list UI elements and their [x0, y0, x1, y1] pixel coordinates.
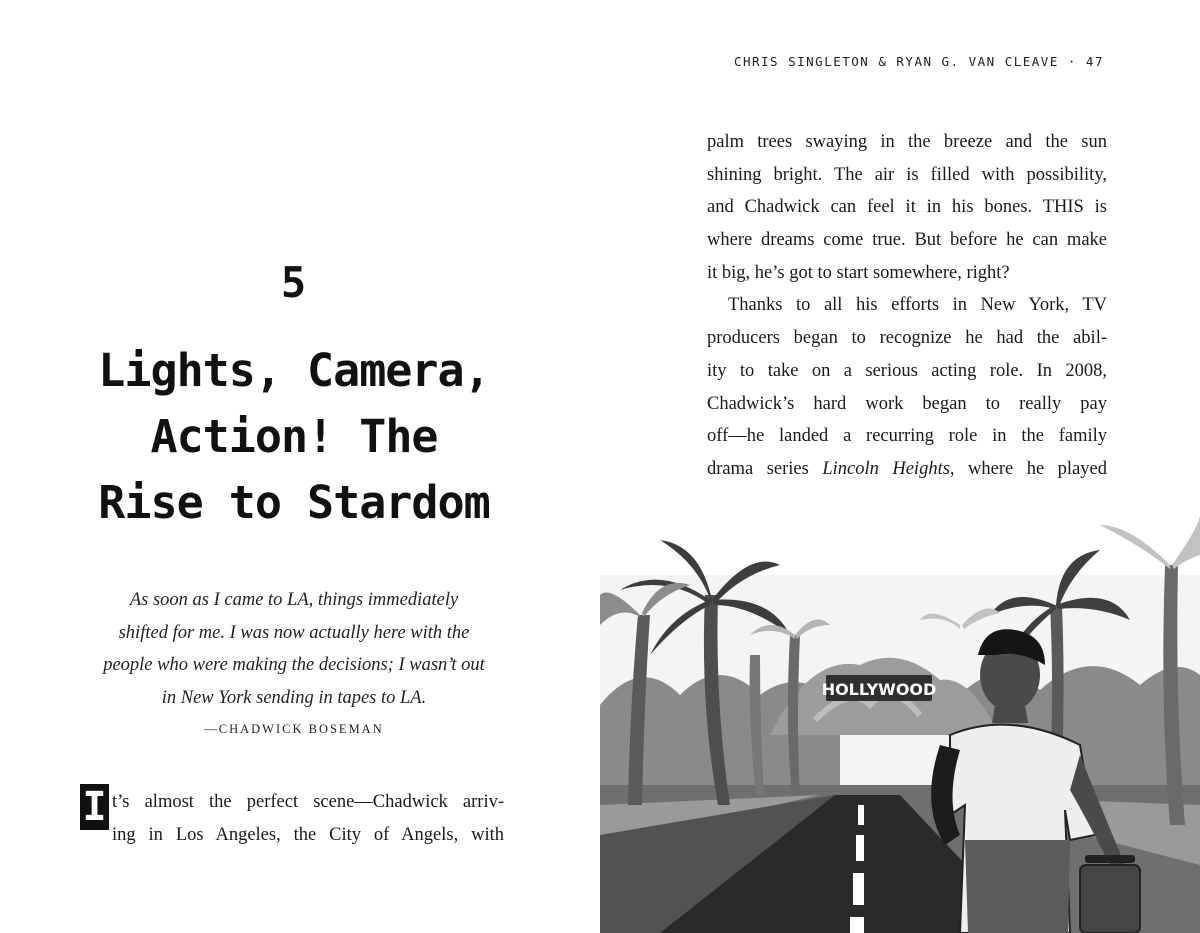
body-line: palm trees swaying in the breeze and the sun — [707, 132, 1107, 152]
hollywood-illustration — [600, 505, 1200, 933]
chapter-number: 5 — [280, 258, 308, 307]
body-text-left — [80, 786, 504, 851]
body-line: Thanks to all his efforts in New York, TV — [728, 295, 1107, 316]
body-line: and Chadwick can feel it in his bones. THIS is — [707, 197, 1107, 218]
right-page — [600, 0, 1200, 933]
running-head: CHRIS SINGLETON & RYAN G. VAN CLEAVE · 47 — [733, 54, 1104, 69]
epigraph-quote — [80, 584, 508, 714]
epigraph-attribution: —CHADWICK BOSEMAN — [204, 722, 384, 736]
chapter-title-line: Rise to Stardom — [98, 476, 490, 529]
text-segment: , where he played — [949, 458, 1107, 479]
epigraph-line: people who were making the decisions; I wasn’t out — [103, 655, 485, 675]
epigraph-line: As soon as I came to LA, things immediately — [129, 590, 459, 610]
body-line: ity to take on a serious acting role. In 2008, — [707, 360, 1107, 381]
hollywood-sign: HOLLYWOOD — [821, 680, 937, 699]
chapter-title — [40, 338, 548, 536]
body-line: t’s almost the perfect scene—Chadwick arriv- — [112, 792, 504, 812]
epigraph-line: in New York sending in tapes to LA. — [161, 687, 427, 708]
body-line: ing in Los Angeles, the City of Angels, with — [112, 824, 504, 845]
epigraph-line: shifted for me. I was now actually here with the — [118, 622, 470, 643]
body-line: where dreams come true. But before he can make — [707, 230, 1107, 251]
chapter-title-line: Action! The — [150, 410, 438, 463]
drop-cap: I — [80, 784, 109, 830]
body-line: shining bright. The air is filled with possibility, — [707, 164, 1107, 185]
chapter-title-line: Lights, Camera, — [98, 344, 490, 397]
body-line: it big, he’s got to start somewhere, right? — [707, 262, 1010, 283]
show-title: Lincoln Heights — [822, 458, 950, 479]
body-line: Chadwick’s hard work began to really pay — [707, 393, 1107, 414]
body-line: producers began to recognize he had the abil- — [707, 328, 1107, 349]
body-line-last — [707, 453, 1107, 486]
body-line: off—he landed a recurring role in the family — [707, 426, 1107, 447]
text-segment: drama series — [707, 458, 809, 479]
body-text-right — [707, 126, 1107, 486]
